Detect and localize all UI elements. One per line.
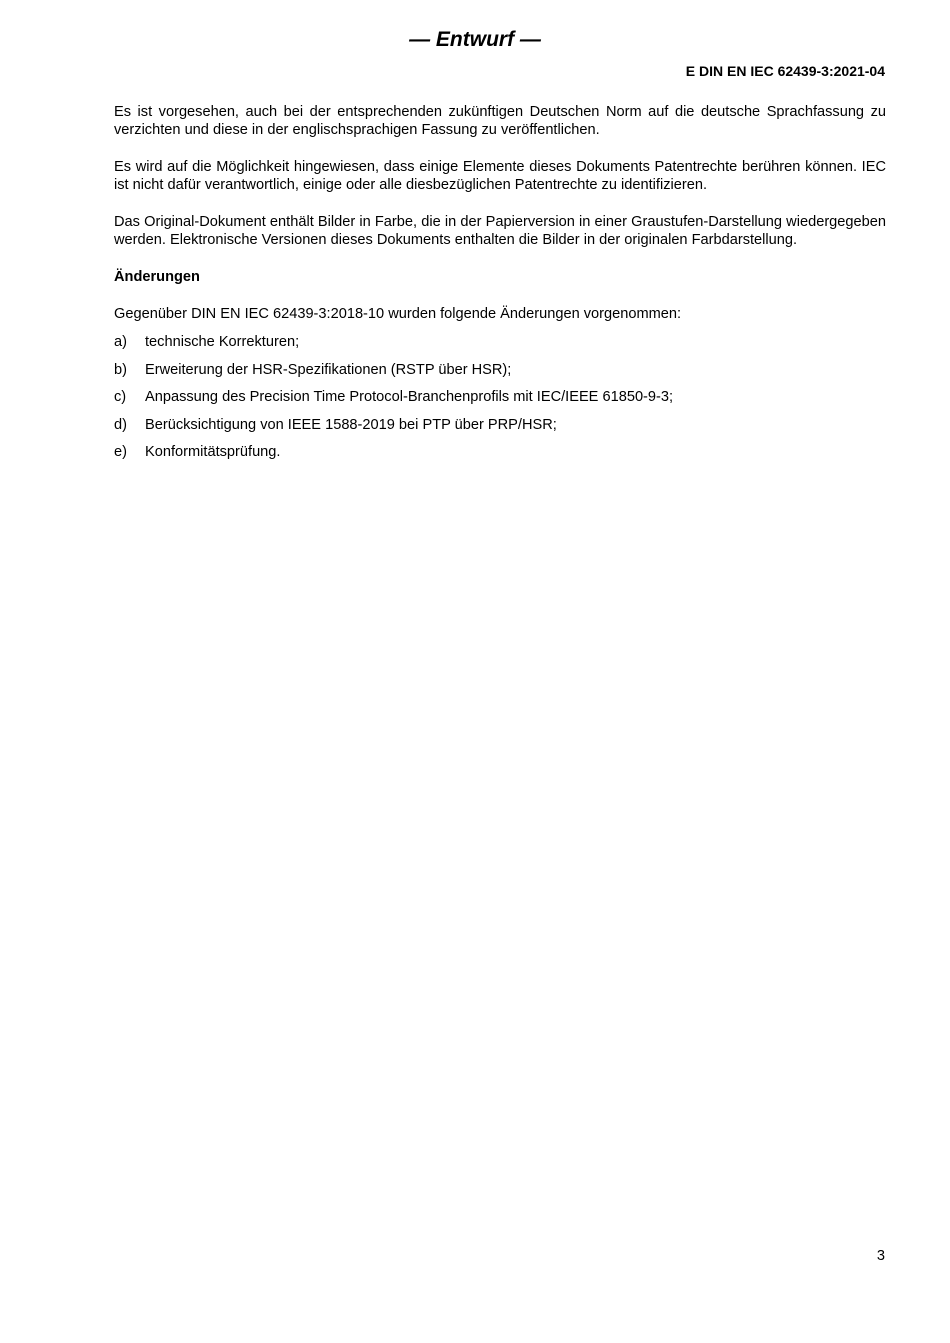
list-item	[114, 388, 886, 406]
changes-list	[114, 333, 886, 461]
list-item	[114, 333, 886, 351]
list-item	[114, 443, 886, 461]
list-item-text: Berücksichtigung von IEEE 1588-2019 bei PTP über PRP/HSR;	[145, 416, 557, 433]
list-item	[114, 361, 886, 379]
list-item-text: technische Korrekturen;	[145, 334, 300, 350]
draft-watermark-title: — Entwurf —	[409, 28, 541, 51]
list-marker: e)	[114, 444, 127, 460]
list-item-text: Erweiterung der HSR-Spezifikationen (RSTP über HSR);	[145, 361, 512, 378]
list-marker: a)	[114, 334, 127, 350]
section-heading-changes: Änderungen	[114, 269, 200, 285]
list-marker: c)	[114, 389, 127, 405]
document-body	[114, 103, 886, 471]
list-item	[114, 416, 886, 434]
list-marker: b)	[114, 361, 127, 378]
paragraph-patent-note: Es wird auf die Möglichkeit hingewiesen, dass einige Elemente dieses Dokuments Patentrechte berühren können. IEC ist nicht dafür verantwortlich, einige oder alle diesbezüglichen Patentrechte zu identifizieren.	[114, 159, 886, 193]
list-item-text: Konformitätsprüfung.	[145, 444, 281, 460]
paragraph-color-note: Das Original-Dokument enthält Bilder in Farbe, die in der Papierversion in einer Graustufen-Darstellung wiedergegeben werden. Elektronische Versionen dieses Dokuments enthalten die Bilder in der originalen Farbdarstellung.	[114, 214, 886, 248]
document-identifier: E DIN EN IEC 62439-3:2021-04	[685, 63, 885, 79]
changes-intro: Gegenüber DIN EN IEC 62439-3:2018-10 wurden folgende Änderungen vorgenommen:	[114, 306, 682, 322]
list-item-text: Anpassung des Precision Time Protocol-Branchenprofils mit IEC/IEEE 61850-9-3;	[145, 389, 674, 405]
paragraph-language-note: Es ist vorgesehen, auch bei der entsprechenden zukünftigen Deutschen Norm auf die deutsche Sprachfassung zu verzichten und diese in der englischsprachigen Fassung zu veröffentlichen.	[114, 104, 886, 138]
list-marker: d)	[114, 416, 127, 433]
page-number: 3	[876, 1248, 885, 1264]
